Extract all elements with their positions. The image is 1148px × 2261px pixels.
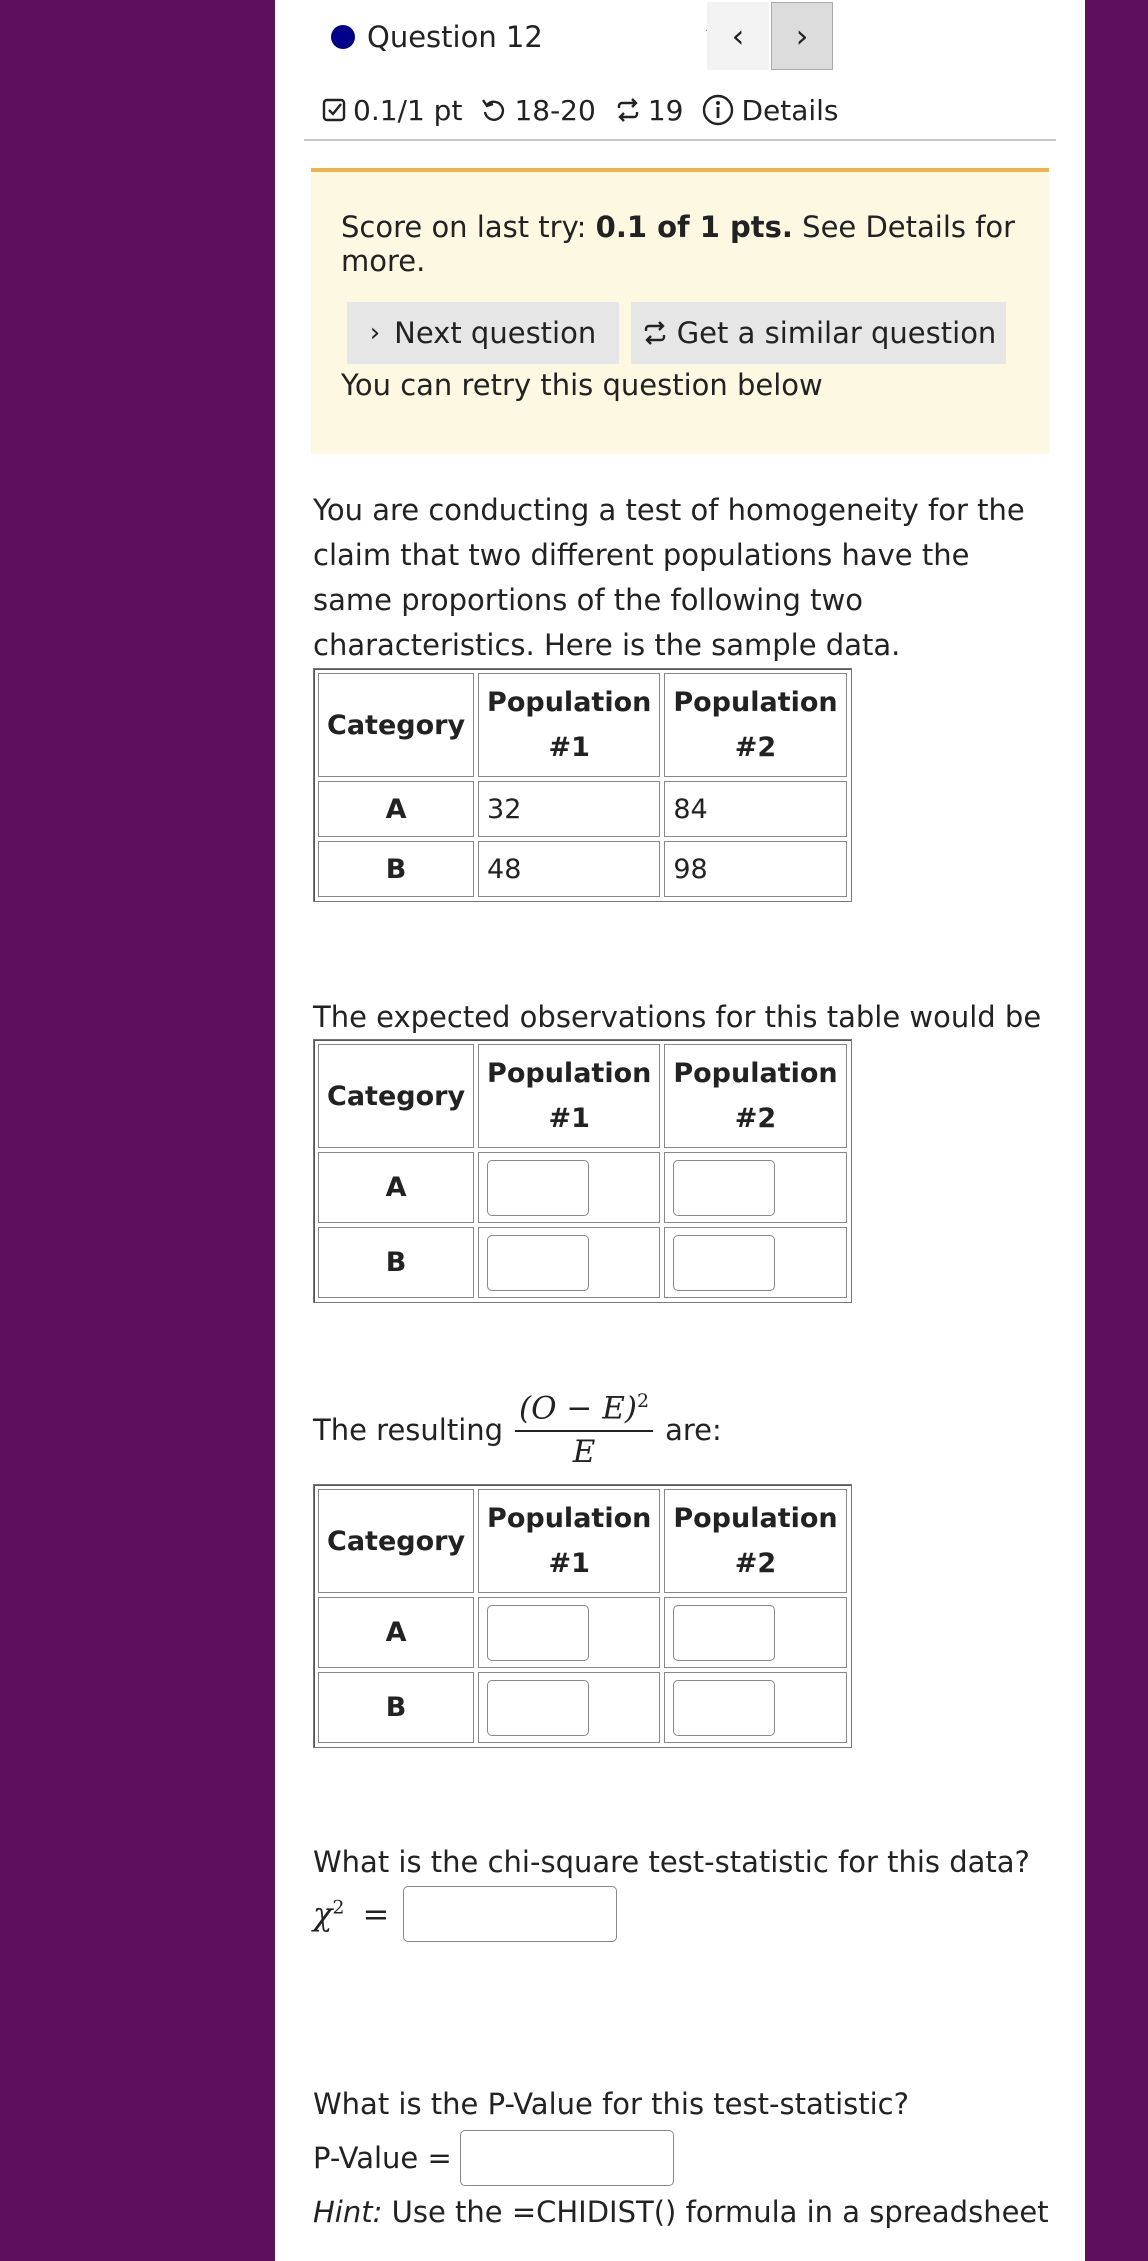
expected-input-b2[interactable] xyxy=(673,1235,775,1291)
category-cell: B xyxy=(318,1672,474,1743)
chi-letter: χ xyxy=(313,1895,333,1933)
value-cell: 84 xyxy=(664,781,846,837)
question-panel xyxy=(275,0,1085,2261)
input-cell xyxy=(664,1227,846,1298)
input-cell xyxy=(478,1227,660,1298)
score-suffix: See Details for more. xyxy=(341,210,1016,278)
column-header: Population #1 xyxy=(478,1044,660,1148)
input-cell xyxy=(478,1672,660,1743)
column-header: Population #2 xyxy=(664,1489,846,1593)
table-row xyxy=(318,841,847,897)
details-label: Details xyxy=(741,93,839,127)
fraction-denominator: E xyxy=(572,1434,596,1471)
question-selector[interactable] xyxy=(331,4,737,70)
numerator-exponent: 2 xyxy=(636,1390,650,1412)
sample-data-table xyxy=(313,668,852,902)
resulting-prompt xyxy=(313,1390,722,1470)
last-score-text xyxy=(341,210,1049,278)
input-cell xyxy=(664,1672,846,1743)
column-header: Category xyxy=(318,1489,474,1593)
table-row xyxy=(318,1152,847,1223)
table-row xyxy=(318,1597,847,1668)
retry-text: You can retry this question below xyxy=(341,368,823,402)
hint xyxy=(313,2190,1049,2235)
table-header-row xyxy=(318,673,847,777)
retries-meta xyxy=(480,94,595,127)
score-bold: 0.1 of 1 pts. xyxy=(595,210,793,244)
table-header-row xyxy=(318,1489,847,1593)
table-row xyxy=(318,1227,847,1298)
score-prefix: Score on last try: xyxy=(341,210,587,244)
pvalue-prompt: What is the P-Value for this test-statistic? xyxy=(313,2087,910,2121)
expected-prompt: The expected observations for this table would be xyxy=(313,1000,1042,1034)
category-cell: B xyxy=(318,1227,474,1298)
score-value: 0.1/1 pt xyxy=(353,93,463,127)
resulting-suffix: are: xyxy=(665,1413,722,1448)
value-cell: 48 xyxy=(478,841,660,897)
chi-square-row xyxy=(313,1886,617,1942)
question-label: Question 12 xyxy=(367,20,543,54)
next-question-label: Next question xyxy=(394,316,597,350)
category-cell: A xyxy=(318,781,474,837)
attempts-value: 19 xyxy=(647,93,684,127)
equals-sign: = xyxy=(362,1895,390,1933)
chevron-left-icon: ‹ xyxy=(731,17,745,55)
chi-exponent: 2 xyxy=(332,1896,345,1919)
column-header: Population #1 xyxy=(478,673,660,777)
next-question-nav-button[interactable] xyxy=(771,2,833,70)
contribution-table xyxy=(313,1484,852,1748)
similar-question-label: Get a similar question xyxy=(676,316,997,350)
retry-icon xyxy=(480,96,508,124)
expected-input-b1[interactable] xyxy=(487,1235,589,1291)
expected-input-a1[interactable] xyxy=(487,1160,589,1216)
chi-square-symbol xyxy=(313,1895,403,1933)
column-header: Population #1 xyxy=(478,1489,660,1593)
pvalue-label: P-Value = xyxy=(313,2141,452,2175)
category-cell: A xyxy=(318,1597,474,1668)
expected-input-a2[interactable] xyxy=(673,1160,775,1216)
value-cell: 98 xyxy=(664,841,846,897)
contribution-input-a2[interactable] xyxy=(673,1605,775,1661)
fraction-numerator xyxy=(515,1390,653,1432)
column-header: Population #2 xyxy=(664,673,846,777)
column-header: Category xyxy=(318,1044,474,1148)
chi-fraction xyxy=(515,1390,653,1470)
contribution-input-b1[interactable] xyxy=(487,1680,589,1736)
checkbox-icon xyxy=(321,97,347,123)
table-row xyxy=(318,781,847,837)
expected-table xyxy=(313,1039,852,1303)
score-notice xyxy=(311,168,1049,454)
question-status-dot xyxy=(331,25,355,49)
retries-value: 18-20 xyxy=(514,93,596,127)
numerator-text: (O − E) xyxy=(519,1390,637,1427)
chevron-right-icon: › xyxy=(795,17,809,55)
column-header: Category xyxy=(318,673,474,777)
input-cell xyxy=(664,1597,846,1668)
value-cell: 32 xyxy=(478,781,660,837)
chi-square-input[interactable] xyxy=(403,1886,617,1942)
repeat-icon xyxy=(641,319,669,347)
details-link[interactable] xyxy=(701,93,838,127)
table-header-row xyxy=(318,1044,847,1148)
question-intro: You are conducting a test of homogeneity for the claim that two different populations have the same proportions of the following two characteristics. Here is the sample data. xyxy=(313,493,1025,662)
pvalue-input[interactable] xyxy=(460,2130,674,2186)
column-header: Population #2 xyxy=(664,1044,846,1148)
repeat-icon xyxy=(614,96,642,124)
chi-square-prompt: What is the chi-square test-statistic for this data? xyxy=(313,1845,1030,1879)
category-cell: A xyxy=(318,1152,474,1223)
table-row xyxy=(318,1672,847,1743)
question-meta-bar xyxy=(321,84,857,136)
contribution-input-a1[interactable] xyxy=(487,1605,589,1661)
next-question-button[interactable] xyxy=(347,302,619,364)
chevron-right-icon: › xyxy=(369,318,381,348)
input-cell xyxy=(478,1152,660,1223)
previous-question-button[interactable] xyxy=(707,2,769,70)
input-cell xyxy=(664,1152,846,1223)
input-cell xyxy=(478,1597,660,1668)
contribution-input-b2[interactable] xyxy=(673,1680,775,1736)
resulting-prefix: The resulting xyxy=(313,1413,504,1448)
score-meta xyxy=(321,94,462,127)
divider xyxy=(304,139,1056,141)
similar-question-button[interactable] xyxy=(631,302,1006,364)
pvalue-row xyxy=(313,2130,674,2186)
category-cell: B xyxy=(318,841,474,897)
hint-text: Use the =CHIDIST() formula in a spreadsheet xyxy=(391,2195,1049,2229)
info-icon xyxy=(701,93,735,127)
attempts-meta xyxy=(614,94,684,127)
hint-label: Hint: xyxy=(313,2195,383,2229)
